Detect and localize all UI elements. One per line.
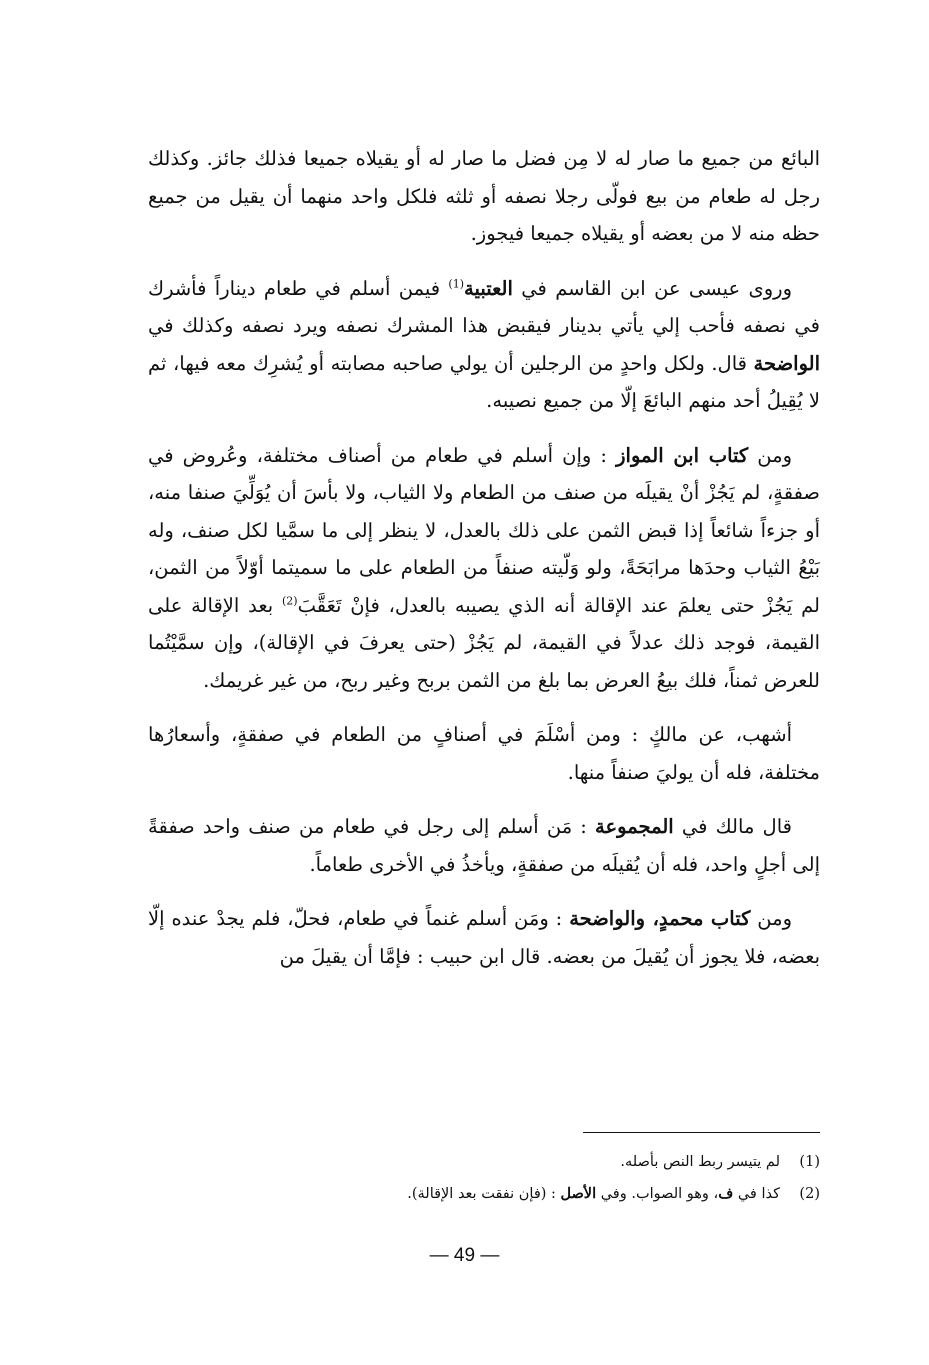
text-run: كذا في [733,1186,780,1202]
main-text [148,140,820,992]
footnote-separator [583,1132,820,1133]
footnote-text [620,1154,780,1170]
footnote-1 [148,1146,820,1178]
bold-term: الأصل [560,1185,597,1202]
bold-term: ف [718,1185,734,1202]
text-run: ومن [748,443,792,467]
footnote-reference: (2) [282,594,298,607]
footnotes [148,1146,820,1210]
paragraph-6 [148,900,820,975]
text-run: : وإن أسلم في طعام من أصناف مختلفة، وعُروض في صفقةٍ، لم يَجُزْ أنْ يقيلَه من صنف من الطعام ولا الثياب، ولا بأسَ أن يُوَلِّيَ صنفا منه، أو جزءاً شائعاً إذا قبض الثمن على ذلك بالعدل، لا ينظر إلى ما سمَّيا لكل صنف، وله بَيْعُ الثياب وحدَها مرابَحَةً، ولو وَلّيته صنفاً من الطعام على ما سميتما أوّلاً من الثمن، لم يَجُزْ حتى يعلمَ عند الإقالة أنه الذي يصيبه بالعدل، فإنْ تَعَقَّبَ [148,443,820,617]
text-run: ، وهو الصواب. وفي [596,1186,719,1202]
footnote-number: (2) [799,1186,820,1202]
text-run: ومن [750,907,793,930]
bold-term: الواضحة [753,351,820,375]
paragraph-2 [148,270,820,420]
text-run: فيمن أسلم في طعام ديناراً فأشرك في نصفه فأحب إلي يأتي بدينار فيقبض هذا المشرك نصفه ويرد نصفه وكذلك في [148,276,820,337]
paragraph-4 [148,716,820,791]
text-run: وروى عيسى عن ابن القاسم في [512,276,792,300]
text-run: : (فإن نفقت بعد الإقالة). [407,1186,561,1202]
text-run: البائع من جميع ما صار له لا مِن فضل ما صار له أو يقيلاه جميعا فذلك جائز. وكذلك رجل له طعام من بيع فولّى رجلا نصفه أو ثلثه فلكل واحد منهما أن يقيل من جميع حظه منه لا من بعضه أو يقيلاه جميعا فيجوز. [148,147,820,245]
text-run: : مَن أسلم إلى رجل في طعام من صنف واحد صفقةً إلى أجلٍ واحد، فله أن يُقيلَه من صفقةٍ، ويأخذُ في الأخرى طعاماً. [148,815,820,876]
bold-term: كتاب محمدٍ، والواضحة [569,907,751,930]
text-run: قال. ولكل واحدٍ من الرجلين أن يولي صاحبه مصابته أو يُشرِك معه فيها، ثم لا يُقِيلُ أحد منهم البائعَ إلّا من جميع نصيبه. [148,351,820,412]
paragraph-5 [148,808,820,883]
text-run: لم يتيسر ربط النص بأصله. [620,1154,780,1170]
text-run: : ومَن أسلم غنماً في طعام، فحلّ، فلم يجدْ عنده إلّا بعضه، فلا يجوز أن يُقيلَ من بعضه. قال ابن حبيب : فإمَّا أن يقيلَ من [148,907,820,968]
paragraph-3 [148,437,820,700]
bold-term: كتاب ابن المواز [616,443,749,467]
footnote-2 [148,1178,820,1210]
footnote-reference: (1) [448,277,465,290]
paragraph-1 [148,140,820,253]
text-run: بعد الإقالة على القيمة، فوجد ذلك عدلاً في القيمة، لم يَجُزْ (حتى يعرفَ في الإقالة)، وإن سمَّيْتُما للعرض ثمناً، فلك بيعُ العرض بما بلغ من الثمن بربح وغير ربح، من غير غريمك. [148,593,820,692]
page-number: — 49 — [429,1245,500,1266]
text-run: قال مالك في [673,815,792,838]
bold-term: العتبية [464,276,513,300]
text-run: أشهب، عن مالكٍ : ومن أسْلَمَ في أصنافٍ من الطعام في صفقةٍ، وأسعارُها مختلفة، فله أن يوليَ صنفاً منها. [148,723,820,784]
footnote-text [407,1186,780,1202]
bold-term: المجموعة [595,815,674,838]
footnote-number: (1) [799,1154,820,1170]
